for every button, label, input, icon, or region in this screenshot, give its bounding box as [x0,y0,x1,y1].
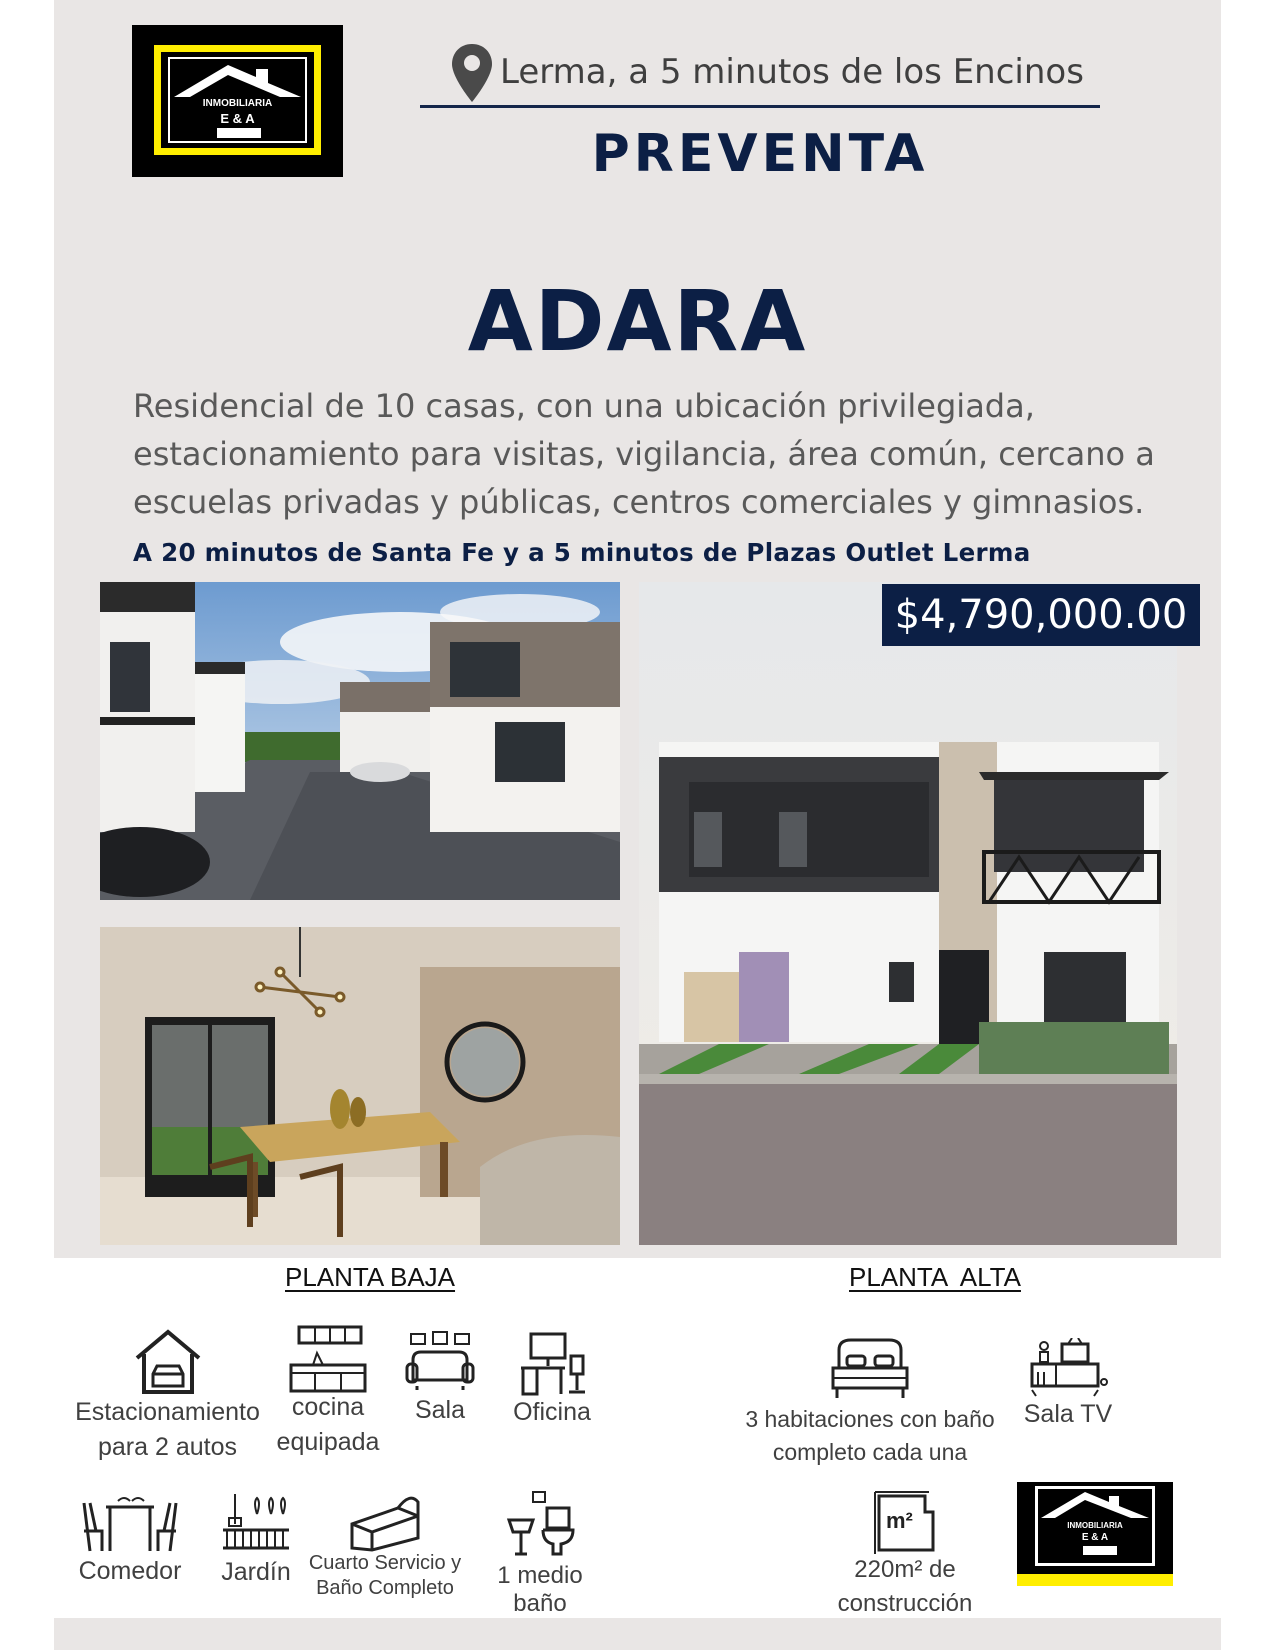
header-divider [420,105,1100,108]
feature-habitaciones-line2: completo cada una [772,1439,968,1465]
feature-medio-bano-label: 1 medio baño [497,1562,583,1617]
feature-habitaciones-line1: 3 habitaciones con baño [745,1406,995,1432]
project-title: ADARA [467,272,808,370]
bathroom-icon [505,1490,575,1556]
sofa-icon [405,1330,475,1394]
planta-alta-title: PLANTA ALTA [849,1262,1021,1292]
feature-construccion-line2: construcción [837,1590,973,1617]
feature-sala-tv [1018,1338,1118,1429]
feature-habitaciones [730,1338,1010,1466]
project-description: Residencial de 10 casas, con una ubicación privilegiada, estacionamiento para visitas, vigilancia, área común, cercano a escuelas privadas y públicas, centros comerciales y gimnasios. [133,387,1155,521]
logo-bottom-line1: INMOBILIARIA [1067,1521,1123,1530]
feature-kitchen-line2: equipada [276,1428,380,1456]
feature-kitchen [268,1325,388,1457]
company-logo [132,25,343,177]
bed-single-icon [348,1488,422,1552]
map-pin-icon [452,44,492,102]
house-facade-photo [639,582,1177,1245]
logo-bottom-line2: E & A [1081,1532,1109,1543]
dining-room-photo [100,927,620,1245]
dining-table-icon [80,1495,180,1553]
feature-jardin-label: Jardín [221,1558,291,1586]
feature-garage-line1: Estacionamiento [75,1398,260,1426]
garage-icon [133,1328,203,1396]
feature-cuarto-line1: Cuarto Servicio y [308,1552,462,1574]
office-desk-icon [517,1330,587,1396]
logo-text-line1: INMOBILIARIA [202,98,273,109]
feature-kitchen-line1: cocina [291,1393,365,1421]
m2-icon-text: m² [886,1508,913,1533]
feature-oficina-label: Oficina [513,1398,591,1426]
feature-sala [400,1330,480,1425]
location-line [420,44,1100,104]
tv-room-icon [1028,1338,1108,1398]
company-logo-bottom [1017,1482,1173,1586]
feature-comedor [70,1495,190,1586]
street-render-photo [100,582,620,900]
feature-construccion [820,1490,990,1618]
feature-sala-tv-label: Sala TV [1023,1400,1113,1428]
kitchen-icon [289,1325,367,1393]
logo-text-line2: E & A [220,111,255,126]
tagline: A 20 minutos de Santa Fe y a 5 minutos de Plazas Outlet Lerma [133,538,1031,567]
feature-jardin [214,1490,298,1587]
location-text: Lerma, a 5 minutos de los Encinos [500,52,1084,92]
feature-construccion-line1: 220m² de [854,1556,956,1583]
feature-garage-line2: para 2 autos [98,1433,237,1461]
feature-garage [70,1328,265,1462]
feature-oficina [502,1330,602,1427]
planta-baja-title: PLANTA BAJA [285,1262,456,1292]
feature-sala-label: Sala [414,1396,466,1424]
preventa-heading: PREVENTA [591,124,929,184]
house-roof-icon-small [1035,1488,1155,1520]
double-bed-icon [831,1338,909,1400]
feature-medio-bano [470,1490,610,1618]
house-roof-icon [168,59,307,99]
feature-cuarto-servicio [304,1488,466,1600]
price-badge: $4,790,000.00 [882,584,1200,646]
garden-icon [221,1490,291,1552]
feature-cuarto-line2: Baño Completo [316,1577,454,1599]
feature-comedor-label: Comedor [78,1557,182,1585]
